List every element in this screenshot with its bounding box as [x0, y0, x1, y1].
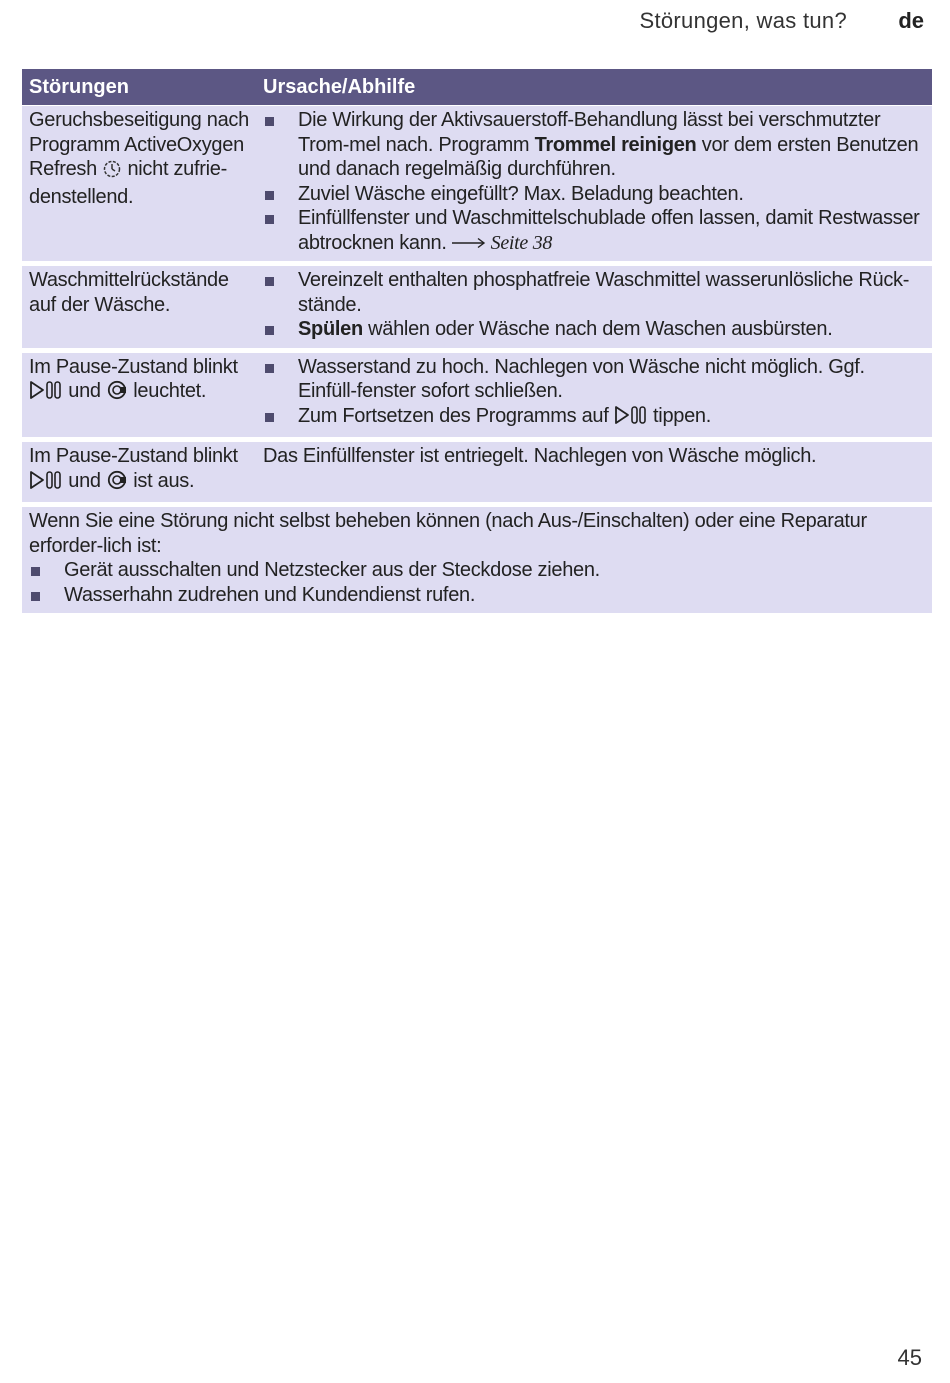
table-row	[22, 442, 932, 502]
remedy-cell	[255, 442, 932, 502]
table-row	[22, 266, 932, 348]
page-reference-link[interactable]: Seite 38	[490, 231, 553, 254]
table-header-row	[22, 69, 932, 106]
table-row	[22, 353, 932, 438]
remedy-cell	[255, 106, 932, 261]
problem-cell	[22, 106, 255, 261]
column-header-remedy: Ursache/Abhilfe	[263, 75, 416, 98]
square-bullet-icon	[31, 567, 40, 576]
column-header-problem: Störungen	[29, 75, 129, 98]
problem-cell: Im Pause-Zustand blinkt und ist aus.	[22, 442, 255, 502]
start-pause-icon	[29, 470, 63, 497]
square-bullet-icon	[265, 413, 274, 422]
problem-text: Geruchsbeseitigung nach Programm ActiveOxygen Refresh	[29, 109, 249, 180]
service-note	[22, 507, 932, 613]
list-item: Gerät ausschalten und Netzstecker aus der Steckdose ziehen.	[29, 558, 924, 583]
problem-text: Waschmittelrückstände auf der Wäsche.	[29, 269, 229, 316]
list-item: Wasserhahn zudrehen und Kundendienst rufen.	[29, 583, 924, 608]
refresh-timer-icon	[102, 158, 122, 185]
square-bullet-icon	[265, 215, 274, 224]
list-item: Einfüllfenster und Waschmittelschublade offen lassen, damit Restwasser abtrocknen kann. Seite 38	[263, 206, 924, 255]
problem-cell: Im Pause-Zustand blinkt und leuchtet.	[22, 353, 255, 438]
start-pause-icon	[614, 405, 648, 432]
remedy-text: Das Einfüllfenster ist entriegelt. Nachlegen von Wäsche möglich.	[263, 445, 817, 467]
problem-text: nicht zufrie-denstellend.	[29, 158, 227, 208]
list-item: Vereinzelt enthalten phosphatfreie Waschmittel wasserunlösliche Rück-stände.	[263, 268, 924, 317]
page-number: 45	[897, 1345, 922, 1370]
page-header-language: de	[898, 8, 924, 33]
square-bullet-icon	[265, 191, 274, 200]
page-header-title: Störungen, was tun?	[639, 8, 847, 33]
arrow-right-icon	[451, 231, 487, 256]
door-lock-icon	[106, 470, 128, 497]
remedy-cell	[255, 266, 932, 348]
list-item: Spülen wählen oder Wäsche nach dem Waschen ausbürsten.	[263, 317, 924, 342]
table-row	[22, 106, 932, 261]
list-item: Zuviel Wäsche eingefüllt? Max. Beladung beachten.	[263, 182, 924, 207]
remedy-cell	[255, 353, 932, 438]
start-pause-icon	[29, 380, 63, 407]
troubleshooting-table	[22, 69, 932, 613]
list-item: Zum Fortsetzen des Programms auf tippen.	[263, 404, 924, 432]
door-lock-icon	[106, 380, 128, 407]
note-text: Wenn Sie eine Störung nicht selbst beheben können (nach Aus-/Einschalten) oder eine Reparatur erforder-lich ist:	[29, 510, 867, 557]
square-bullet-icon	[265, 117, 274, 126]
square-bullet-icon	[31, 592, 40, 601]
square-bullet-icon	[265, 364, 274, 373]
problem-text: Im Pause-Zustand blinkt	[29, 445, 238, 467]
list-item: Wasserstand zu hoch. Nachlegen von Wäsche nicht möglich. Ggf. Einfüll-fenster sofort schließen.	[263, 355, 924, 404]
list-item: Die Wirkung der Aktivsauerstoff-Behandlung lässt bei verschmutzter Trom-mel nach. Programm Trommel reinigen vor dem ersten Benutzen und danach regelmäßig durchführen.	[263, 108, 924, 182]
problem-cell	[22, 266, 255, 348]
problem-text: Im Pause-Zustand blinkt	[29, 355, 238, 378]
square-bullet-icon	[265, 326, 274, 335]
square-bullet-icon	[265, 277, 274, 286]
